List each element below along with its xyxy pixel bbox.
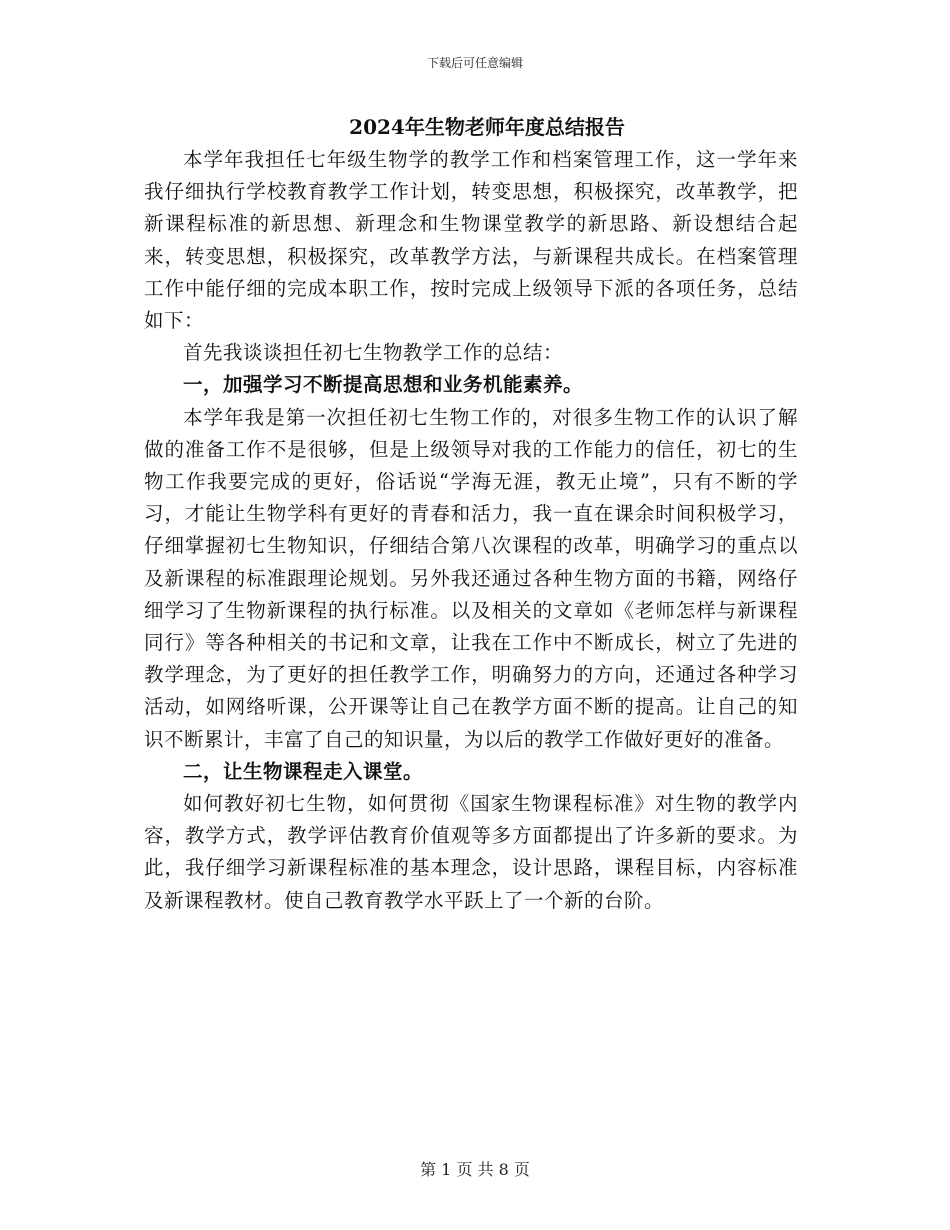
- page-header-note: 下载后可任意编辑: [426, 56, 523, 70]
- paragraph-intro: 本学年我担任七年级生物学的教学工作和档案管理工作，这一学年来我仔细执行学校教育教学工作计划，转变思想，积极探究，改革教学，把新课程标准的新思想、新理念和生物课堂教学的新思路、新设想结合起来，转变思想，积极探究，改革教学方法，与新课程共成长。在档案管理工作中能仔细的完成本职工作，按时完成上级领导下派的各项任务，总结如下：: [144, 148, 798, 333]
- paragraph-section-1: 本学年我是第一次担任初七生物工作的，对很多生物工作的认识了解做的准备工作不是很够，但是上级领导对我的工作能力的信任，初七的生物工作我要完成的更好，俗话说“学海无涯，教无止境”，只有不断的学习，才能让生物学科有更好的青春和活力，我一直在课余时间积极学习，仔细掌握初七生物知识，仔细结合第八次课程的改革，明确学习的重点以及新课程的标准跟理论规划。另外我还通过各种生物方面的书籍，网络仔细学习了生物新课程的执行标准。以及相关的文章如《老师怎样与新课程同行》等各种相关的书记和文章，让我在工作中不断成长，树立了先进的教学理念，为了更好的担任教学工作，明确努力的方向，还通过各种学习活动，如网络听课，公开课等让自己在教学方面不断的提高。让自己的知识不断累计，丰富了自己的知识量，为以后的教学工作做好更好的准备。: [144, 405, 798, 751]
- paragraph-summary-lead: 首先我谈谈担任初七生物教学工作的总结：: [183, 341, 564, 365]
- section-heading-2: 二，让生物课程走入课堂。: [183, 759, 424, 783]
- section-heading-1: 一，加强学习不断提高思想和业务机能素养。: [183, 373, 584, 397]
- document-title: 2024年生物老师年度总结报告: [349, 115, 625, 139]
- paragraph-section-2: 如何教好初七生物，如何贯彻《国家生物课程标准》对生物的教学内容，教学方式，教学评估教育价值观等多方面都提出了许多新的要求。为此，我仔细学习新课程标准的基本理念，设计思路，课程目标，内容标准及新课程教材。使自己教育教学水平跃上了一个新的台阶。: [144, 792, 798, 912]
- page-number-footer: 第 1 页 共 8 页: [420, 1160, 530, 1179]
- document-body: [144, 110, 798, 917]
